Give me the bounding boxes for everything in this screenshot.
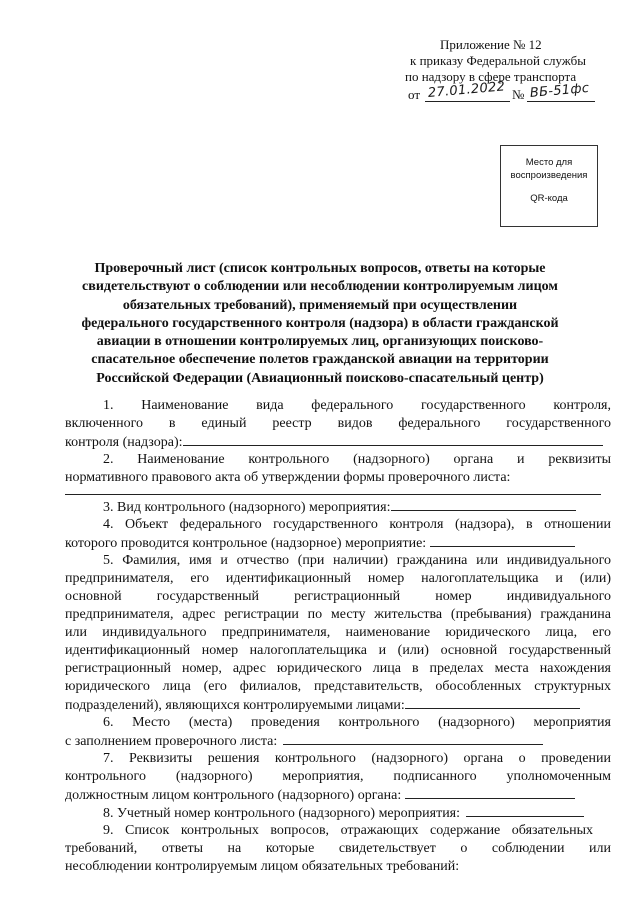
number-underline	[527, 101, 595, 102]
date-underline	[425, 101, 510, 102]
item-6-line-1: 6. Место (места) проведения контрольного (надзорного) мероприятия	[103, 715, 611, 730]
item-6-line-2	[65, 732, 611, 751]
item-8-fill-line[interactable]	[466, 804, 584, 817]
qr-box-line-2: воспроизведения	[510, 170, 588, 181]
item-1-line-2: включенного в единый реестр видов федерального государственного	[65, 416, 611, 431]
item-8-label: 8. Учетный номер контрольного (надзорного) мероприятия:	[103, 806, 461, 821]
qr-code-placeholder	[500, 145, 598, 227]
item-7-line-3	[65, 786, 611, 805]
number-prefix: №	[512, 87, 525, 102]
item-6-label: с заполнением проверочного листа:	[65, 734, 278, 749]
item-1-line-1: 1. Наименование вида федерального государственного контроля,	[103, 398, 611, 413]
item-4-label: которого проводится контрольное (надзорное) мероприятие:	[65, 536, 427, 551]
item-5-line-7: регистрационный номер, адрес юридического лица в пределах места нахождения	[65, 661, 611, 676]
item-7-line-1: 7. Реквизиты решения контрольного (надзорного) органа о проведении	[103, 751, 611, 766]
handwritten-date: 27.01.2022	[427, 79, 506, 101]
item-9-line-2: требований, ответы на которые свидетельствует о соблюдении или	[65, 841, 611, 856]
item-3-fill-line[interactable]	[391, 498, 576, 511]
date-prefix: от	[408, 87, 421, 102]
qr-box-line-3: QR-кода	[530, 193, 568, 204]
item-8-line	[65, 804, 611, 823]
item-3-label: 3. Вид контрольного (надзорного) мероприятия:	[103, 500, 391, 515]
item-9-line-1: 9. Список контрольных вопросов, отражающих содержание обязательных	[103, 823, 593, 838]
item-2-fill-line[interactable]	[65, 494, 601, 495]
item-6-fill-line[interactable]	[283, 732, 543, 745]
document-title: Проверочный лист (список контрольных вопросов, ответы на которые свидетельствуют о соблюдении или несоблюдении контролируемым лицом обязательных требований), применяемый при осуществлении федерального государственного контроля (надзора) в области гражданской авиации в отношении контролируемых лиц, организующих поисково-спасательное обеспечение полетов гражданской авиации на территории Российской Федерации (Авиационный поисково-спасательный центр)	[81, 261, 559, 386]
item-5-line-3: основной государственный регистрационный номер индивидуального	[65, 589, 611, 604]
item-1-fill-line[interactable]	[183, 433, 603, 446]
item-7-label: должностным лицом контрольного (надзорного) органа:	[65, 788, 402, 803]
item-5-label: подразделений), являющихся контролируемыми лицами:	[65, 698, 405, 713]
item-4-line-2	[65, 534, 611, 553]
item-5-line-5: или индивидуального предпринимателя, наименование юридического лица, его	[65, 625, 611, 640]
item-5-line-4: предпринимателя, адрес регистрации по месту жительства (пребывания) гражданина	[65, 607, 611, 622]
agency-name: по надзору в сфере транспорта	[405, 69, 577, 84]
item-4-line-1: 4. Объект федерального государственного контроля (надзора), в отношении	[103, 517, 611, 532]
item-2-line-1: 2. Наименование контрольного (надзорного) органа и реквизиты	[103, 452, 611, 467]
qr-box-line-1: Место для	[525, 157, 573, 168]
item-5-line-1: 5. Фамилия, имя и отчество (при наличии) гражданина или индивидуального	[103, 553, 611, 568]
item-7-line-2: контрольного (надзорного) мероприятия, подписанного уполномоченным	[65, 769, 611, 784]
item-5-line-8: юридического лица (его филиалов, представительств, обособленных структурных	[65, 679, 611, 694]
item-4-fill-line[interactable]	[430, 534, 575, 547]
appendix-number: Приложение № 12	[440, 37, 542, 52]
item-1-line-3	[65, 433, 611, 452]
item-2-line-2: нормативного правового акта об утверждении формы проверочного листа:	[65, 470, 511, 485]
handwritten-number: ВБ-51фс	[529, 80, 590, 101]
item-3-line	[65, 498, 611, 517]
item-7-fill-line[interactable]	[405, 786, 575, 799]
item-5-line-6: идентификационный номер налогоплательщика и (или) основной государственный	[65, 643, 611, 658]
item-1-label: контроля (надзора):	[65, 435, 183, 450]
item-5-line-2: предпринимателя, его идентификационный номер налогоплательщика и (или)	[65, 571, 611, 586]
item-5-fill-line[interactable]	[405, 696, 580, 709]
item-9-line-3: несоблюдении контролируемым лицом обязательных требований:	[65, 859, 460, 874]
order-reference: к приказу Федеральной службы	[410, 53, 586, 68]
item-5-line-9	[65, 696, 611, 715]
